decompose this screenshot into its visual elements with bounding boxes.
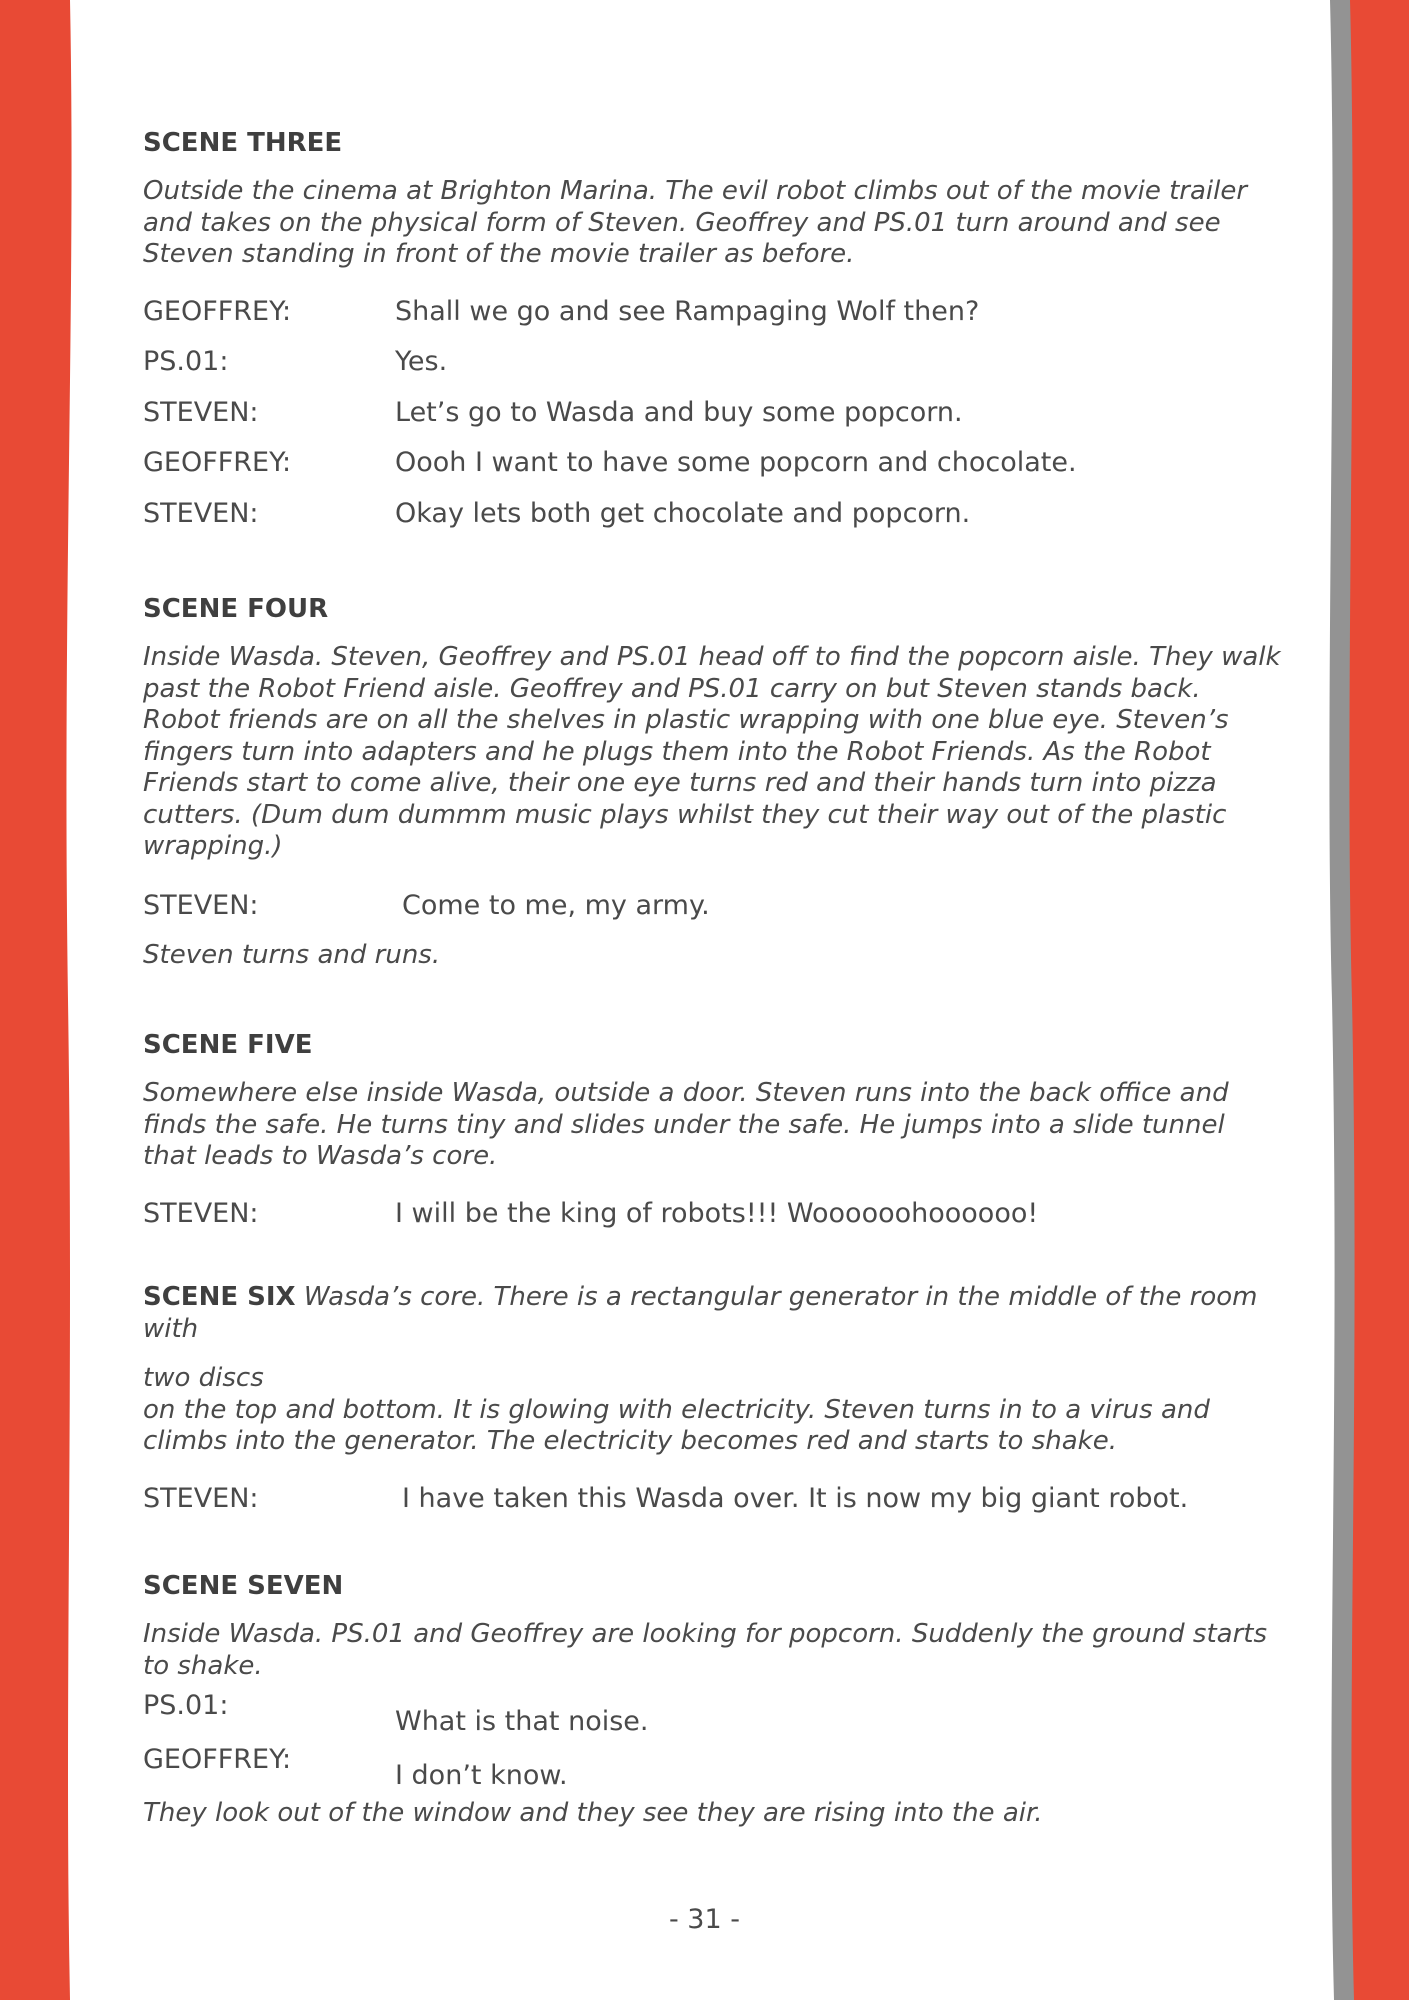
dialogue-text: I don’t know. xyxy=(395,1760,568,1792)
scene-seven-after-direction: They look out of the window and they see they are rising into the air. xyxy=(143,1798,1043,1829)
dialogue-line xyxy=(143,1481,1283,1532)
dialogue-text: Okay lets both get chocolate and popcorn. xyxy=(395,497,971,529)
speaker-name: STEVEN: xyxy=(143,889,259,921)
dialogue-text: Yes. xyxy=(395,346,448,378)
dialogue-text: What is that noise. xyxy=(395,1706,649,1738)
speaker-name: GEOFFREY: xyxy=(143,1744,292,1776)
scene-three-direction: Outside the cinema at Brighton Marina. The evil robot climbs out of the movie trailer and takes on the physical form of Steven. Geoffrey and PS.01 turn around and see Steven standing in front of the movie trailer as before. xyxy=(143,176,1248,270)
speaker-name: PS.01: xyxy=(143,1690,229,1722)
dialogue-line xyxy=(143,395,1283,446)
speaker-name: STEVEN: xyxy=(143,396,259,428)
dialogue-line xyxy=(143,1742,1283,1798)
speaker-name: STEVEN: xyxy=(143,1482,259,1514)
scene-five-heading: SCENE FIVE xyxy=(143,1029,313,1060)
dialogue-line xyxy=(143,344,1283,395)
scene-seven-heading: SCENE SEVEN xyxy=(143,1571,344,1602)
scene-four-direction: Inside Wasda. Steven, Geoffrey and PS.01 head off to find the popcorn aisle. They walk past the Robot Friend aisle. Geoffrey and PS.01 carry on but Steven stands back. Robot friends are on all the shelves in plastic wrapping with one blue eye. Steven’s fingers turn into adapters and he plugs them into the Robot Friends. As the Robot Friends start to come alive, their one eye turns red and their hands turn into pizza cutters. (Dum dum dummm music plays whilst they cut their way out of the plastic wrapping.) xyxy=(143,642,1281,862)
speaker-name: STEVEN: xyxy=(143,1197,259,1229)
dialogue-text: Oooh I want to have some popcorn and chocolate. xyxy=(395,447,1077,479)
dialogue-line xyxy=(143,294,1283,345)
scene-three-heading: SCENE THREE xyxy=(143,128,343,158)
scene-six-opening xyxy=(143,1282,1283,1345)
right-red-band xyxy=(1349,0,1409,2000)
scene-six-heading: SCENE SIX xyxy=(143,1282,296,1313)
scene-six-direction-part-1: Wasda’s core. There is a rectangular generator in the middle of the room with xyxy=(143,1282,1258,1344)
dialogue-text: I have taken this Wasda over. It is now my big giant robot. xyxy=(402,1482,1189,1514)
dialogue-text: Let’s go to Wasda and buy some popcorn. xyxy=(395,396,963,428)
left-red-band xyxy=(0,0,72,2000)
dialogue-text: Come to me, my army. xyxy=(402,889,710,921)
dialogue-line xyxy=(143,496,1283,547)
scene-four-heading: SCENE FOUR xyxy=(143,594,329,625)
speaker-name: GEOFFREY: xyxy=(143,447,292,479)
dialogue-line xyxy=(143,1688,1283,1742)
dialogue-line xyxy=(143,1196,1283,1247)
page-number: - 31 - xyxy=(668,1904,740,1935)
speaker-name: GEOFFREY: xyxy=(143,295,292,327)
script-page xyxy=(143,128,1283,1830)
scene-four-after-direction: Steven turns and runs. xyxy=(143,940,441,971)
dialogue-line xyxy=(143,888,1283,939)
dialogue-text: I will be the king of robots!!! Woooooohoooooo! xyxy=(395,1197,1039,1229)
scene-six-direction-part-2: two discs xyxy=(143,1363,264,1394)
speaker-name: STEVEN: xyxy=(143,497,259,529)
scene-five-direction: Somewhere else inside Wasda, outside a door. Steven runs into the back office and finds the safe. He turns tiny and slides under the safe. He jumps into a slide tunnel that leads to Wasda’s core. xyxy=(143,1078,1229,1172)
dialogue-line xyxy=(143,445,1283,496)
scene-seven-direction: Inside Wasda. PS.01 and Geoffrey are looking for popcorn. Suddenly the ground starts to shake. xyxy=(143,1619,1268,1681)
scene-six-direction-part-3: on the top and bottom. It is glowing with electricity. Steven turns in to a virus and climbs into the generator. The electricity becomes red and starts to shake. xyxy=(143,1394,1210,1457)
speaker-name: PS.01: xyxy=(143,346,229,378)
dialogue-text: Shall we go and see Rampaging Wolf then? xyxy=(395,295,980,327)
